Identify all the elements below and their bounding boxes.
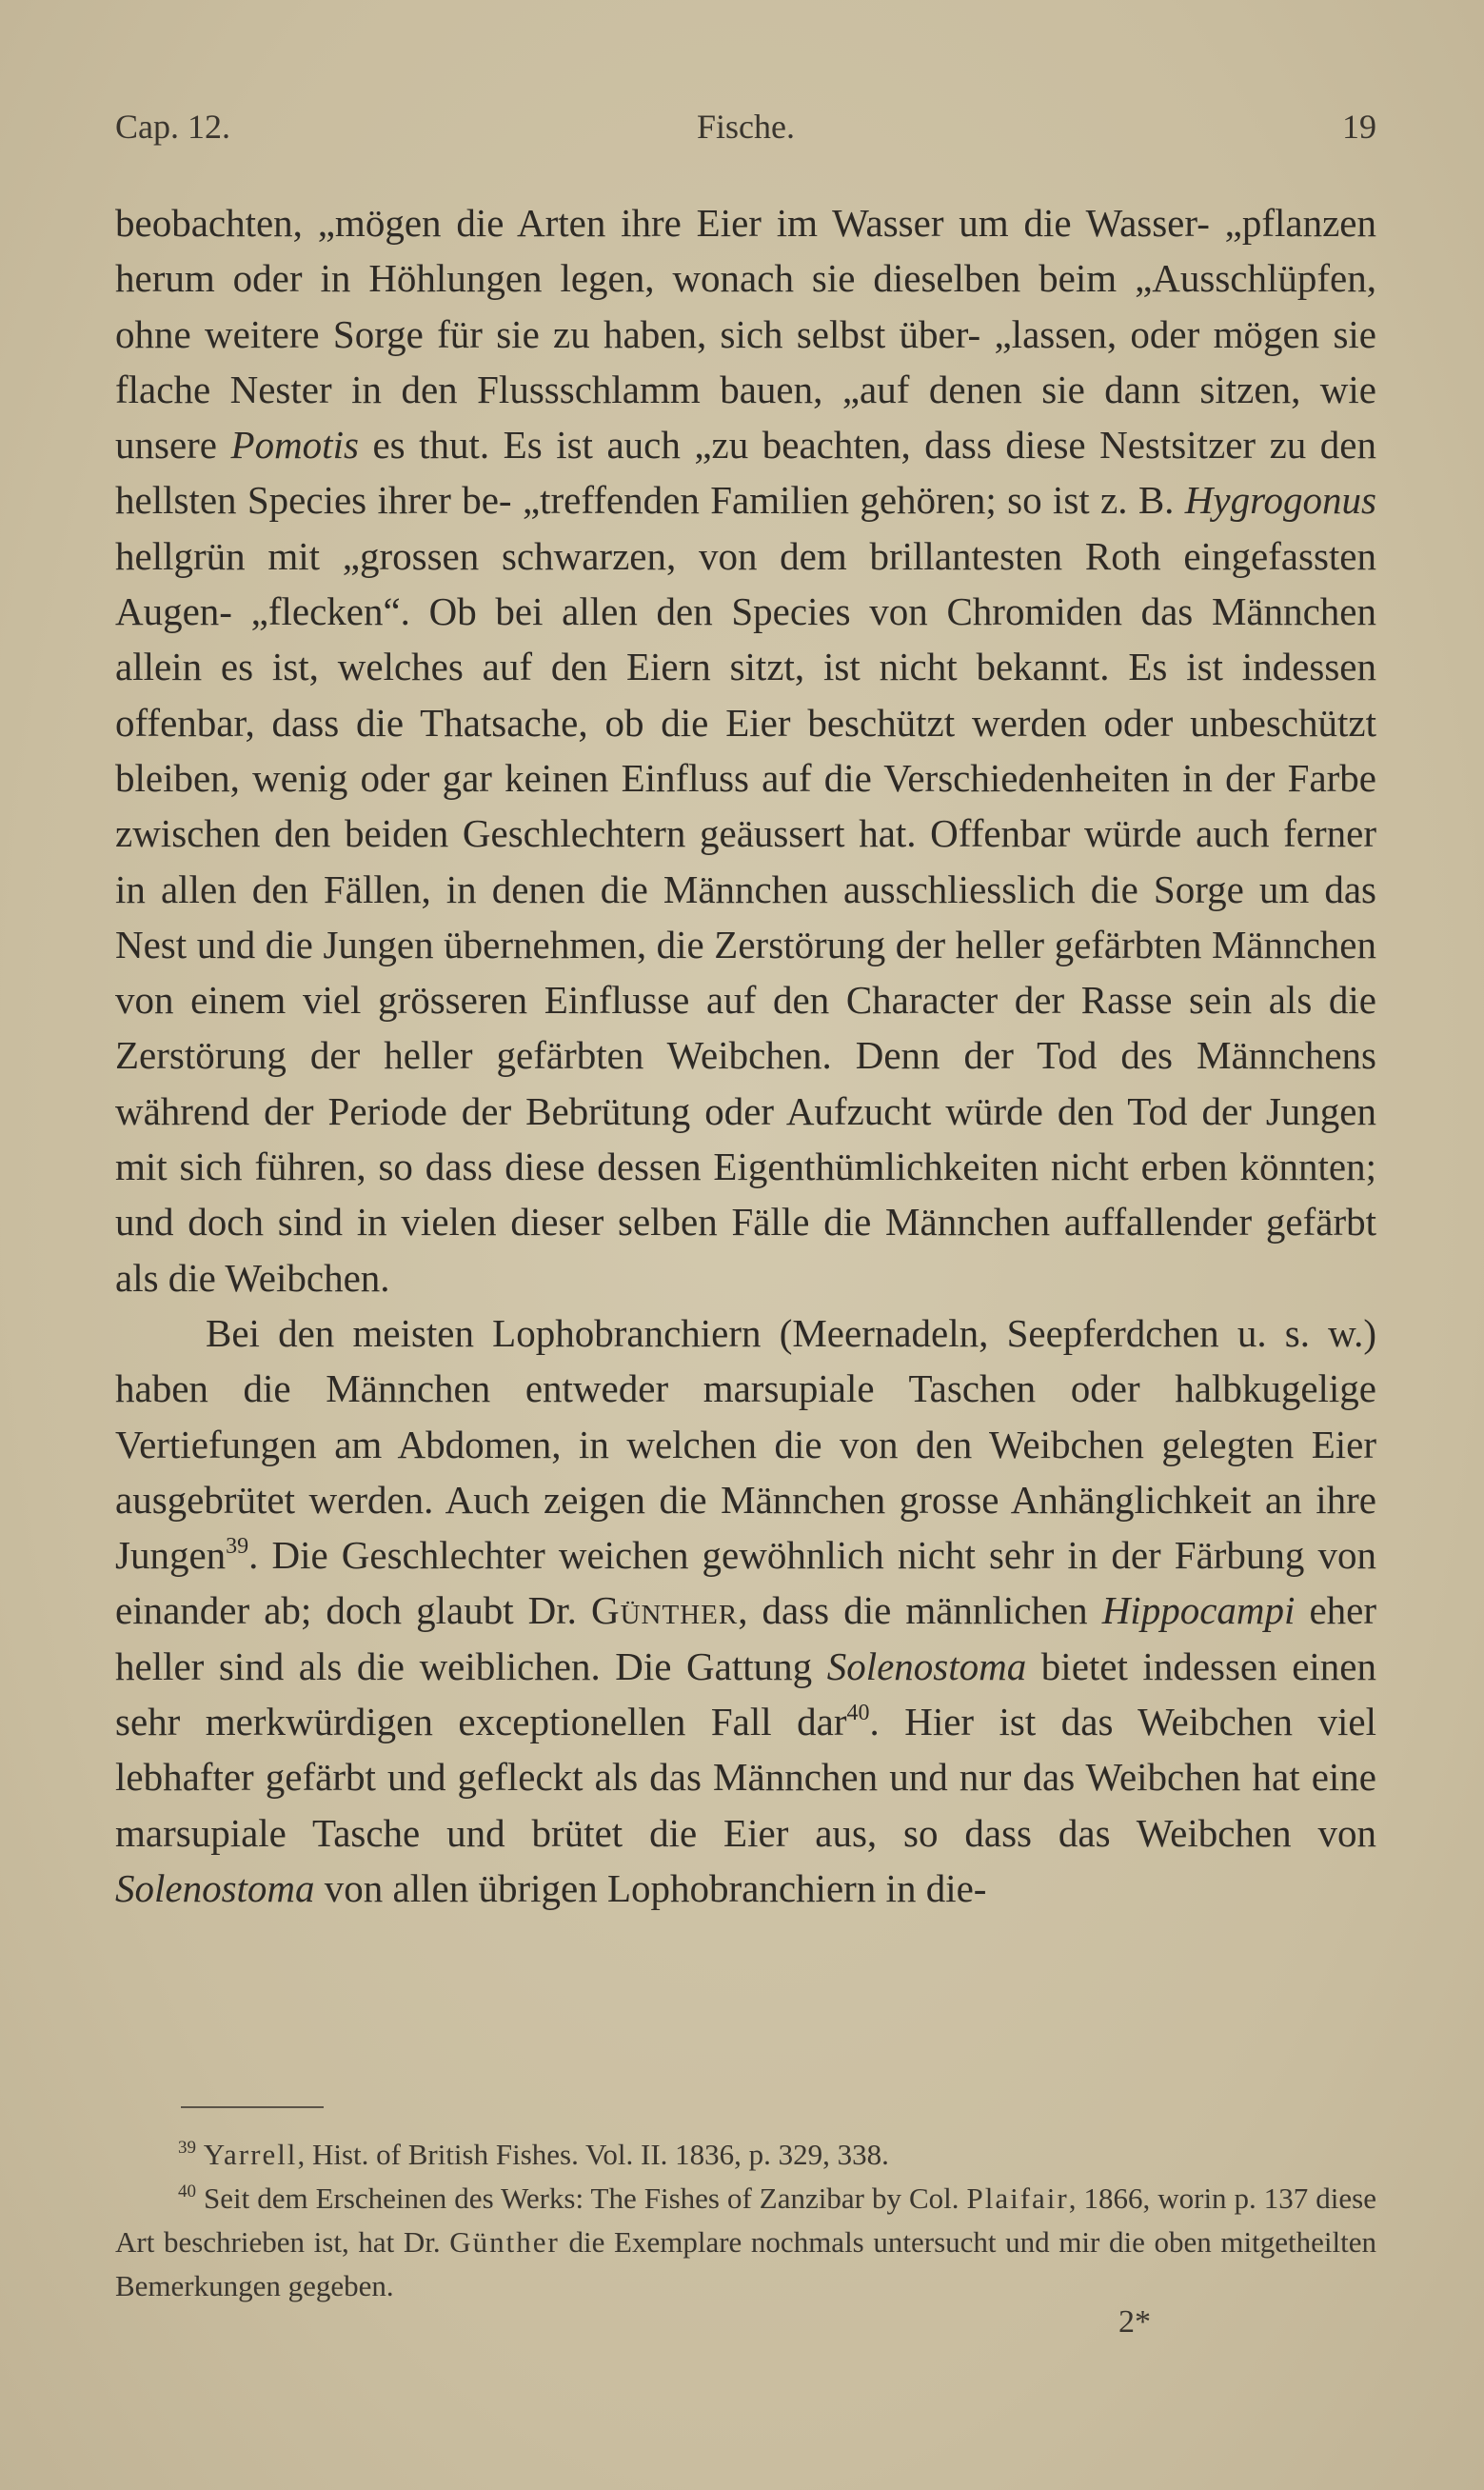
text-run: bietet indessen einen sehr merkwürdigen exceptionellen Fall dar	[115, 1643, 1376, 1744]
footnote-text: die Exemplare nochmals untersucht und mir die oben mitgetheilten Bemerkungen gegeben.	[115, 2225, 1376, 2302]
author-name: Plaifair	[966, 2181, 1069, 2215]
footnote-ref[interactable]: 39	[226, 1534, 249, 1560]
text-run: . Die Geschlechter weichen gewöhnlich nicht sehr in der Färbung von einander ab; doch glaubt Dr.	[115, 1533, 1376, 1633]
text-run: , dass die männlichen	[738, 1588, 1102, 1633]
text-run: es thut. Es ist auch „zu beachten, dass diese Nestsitzer zu den hellsten Species ihrer be- „treffenden Familien gehören; so ist z. B.	[115, 423, 1376, 523]
text-run: von allen übrigen Lophobranchiern in die-	[314, 1865, 987, 1910]
footnote-39	[115, 2133, 1376, 2177]
footnote-ref[interactable]: 40	[846, 1701, 870, 1726]
footnote-40	[115, 2177, 1376, 2308]
main-text	[115, 195, 1376, 1916]
footnote-number: 39	[178, 2138, 196, 2158]
page-number: 19	[1342, 108, 1376, 146]
chapter-label: Cap. 12.	[115, 108, 230, 146]
text-run: hellgrün mit „grossen schwarzen, von dem brillantesten Roth eingefassten Augen- „flecken“. Ob bei allen den Species von Chromiden das Männchen allein es ist, welches auf den Eiern sitzt, ist nicht bekannt. Es ist indessen offenbar, dass die Thatsache, ob die Eier beschützt werden oder unbeschützt bleiben, wenig oder gar keinen Einfluss auf die Verschiedenheiten in der Farbe zwischen den beiden Geschlechtern geäussert hat. Offenbar würde auch ferner in allen den Fällen, in denen die Männchen ausschliesslich die Sorge um das Nest und die Jungen übernehmen, die Zerstörung der heller gefärbten Männchen von einem viel grösseren Einflusse auf den Character der Rasse sein als die Zerstörung der heller gefärbten Weibchen. Denn der Tod des Männchens während der Periode der Bebrütung oder Aufzucht würde den Tod der Jungen mit sich führen, so dass diese dessen Eigenthümlichkeiten nicht erben könnten; und doch sind in vielen dieser selben Fälle die Männchen auffallender gefärbt als die Weibchen.	[115, 533, 1376, 1300]
footnotes	[115, 2133, 1376, 2308]
author-name: Günther	[449, 2225, 560, 2259]
footnote-number: 40	[178, 2181, 196, 2201]
genus-name: Pomotis	[230, 423, 359, 468]
text-run: beobachten, „mögen die Arten ihre Eier im Wasser um die Wasser- „pflanzen herum oder in Höhlungen legen, wonach sie dieselben beim „Ausschlüpfen, ohne weitere Sorge für sie zu haben, sich selbst über- „lassen, oder mögen sie flache Nester in den Flussschlamm bauen, „auf denen sie dann sitzen, wie unsere	[115, 201, 1376, 468]
genus-name: Hippocampi	[1101, 1588, 1296, 1633]
paragraph-2	[115, 1305, 1376, 1916]
text-run: eher heller sind als die weiblichen. Die Gattung	[115, 1588, 1377, 1688]
running-title: Fische.	[697, 108, 795, 146]
running-header	[115, 107, 1376, 154]
text-run: Bei den meisten Lophobranchiern (Meernadeln, Seepferdchen u. s. w.) haben die Männchen entweder marsupiale Taschen oder halbkugelige Vertiefungen am Abdomen, in welchen die von den Weibchen gelegten Eier ausgebrütet werden. Auch zeigen die Männchen grosse Anhänglichkeit an ihre Jungen	[115, 1310, 1376, 1578]
author-name: Yarrell	[203, 2138, 298, 2171]
text-run: . Hier ist das Weibchen viel lebhafter gefärbt und gefleckt als das Männchen und nur das Weibchen hat eine marsupiale Tasche und brütet die Eier aus, so dass das Weibchen von	[115, 1700, 1376, 1855]
paragraph-1	[115, 195, 1376, 1305]
footnote-text: Seit dem Erscheinen des Werks: The Fishes of Zanzibar by Col.	[196, 2181, 967, 2215]
genus-name: Hygrogonus	[1184, 478, 1376, 523]
genus-name: Solenostoma	[826, 1643, 1027, 1688]
signature-mark: 2*	[1118, 2304, 1151, 2340]
footnote-text: , 1866, worin p. 137 diese Art beschrieben ist, hat Dr.	[115, 2181, 1376, 2259]
author-name: Günther	[590, 1588, 739, 1633]
genus-name: Solenostoma	[115, 1865, 315, 1910]
footnote-text: , Hist. of British Fishes. Vol. II. 1836, p. 329, 338.	[297, 2138, 889, 2171]
footnote-divider	[181, 2106, 324, 2108]
